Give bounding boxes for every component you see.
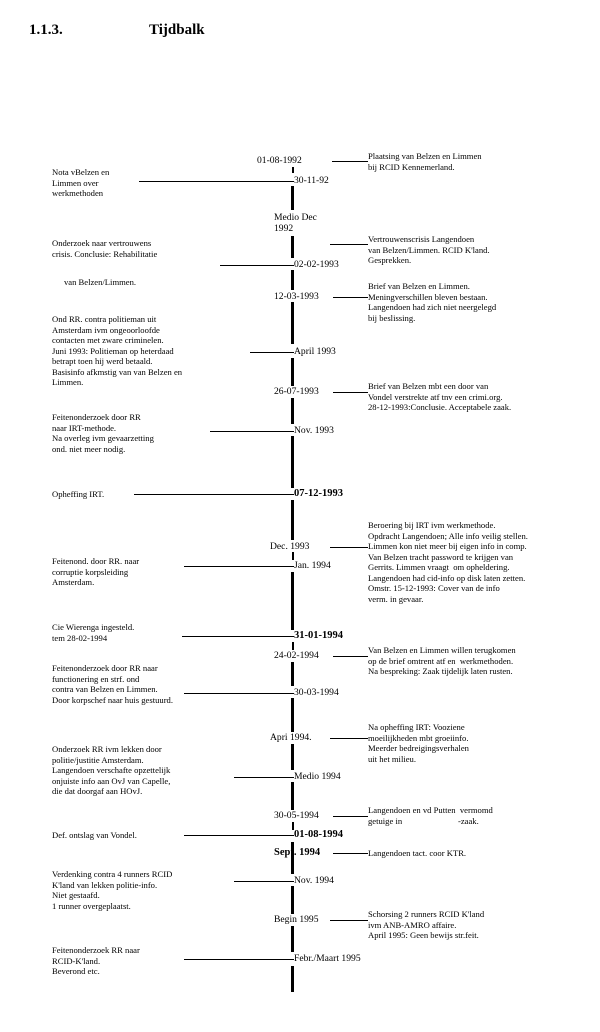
right-event-note: Vertrouwenscrisis Langendoen van Belzen/Limmen. RCID K'land. Gesprekken.	[368, 234, 490, 265]
left-event-note: Opheffing IRT.	[52, 489, 105, 499]
timeline-axis	[291, 782, 294, 810]
left-event-note: Ond RR. contra politieman uit Amsterdam ivm ongeoorloofde contacten met zware criminelen. Juni 1993: Politieman op heterdaad betrapt toen hij werd betaald. Basisinfo afkmstig van van Belzen en Limmen.	[52, 314, 183, 387]
timeline-date: Nov. 1993	[294, 425, 334, 436]
timeline-axis	[291, 500, 294, 540]
timeline-axis	[291, 236, 294, 258]
connector-line	[184, 835, 294, 836]
left-event-note: Feitenonderzoek door RR naar functionering en strf. ond contra van Belzen en Limmen. Door korpschef naar huis gestuurd.	[52, 663, 173, 705]
timeline-axis	[291, 966, 294, 992]
timeline-axis	[291, 398, 294, 424]
timeline-date: Medio 1994	[294, 771, 341, 782]
right-event-note: Brief van Belzen en Limmen. Meningverschillen bleven bestaan. Langendoen had zich niet neergelegd bij beslissing.	[368, 281, 497, 323]
timeline-axis	[291, 270, 294, 290]
timeline-axis	[292, 552, 294, 560]
connector-line	[250, 352, 294, 353]
connector-line	[330, 244, 368, 245]
connector-line	[134, 494, 294, 495]
right-event-note: Beroering bij IRT ivm werkmethode. Opdracht Langendoen; Alle info veilig stellen. Limmen kon niet meer bij eigen info in comp. Van Belzen tracht password te krijgen van Gerrits. Limmen vraagt om opheldering. Langendoen had cid-info op disk laten zetten. Omstr. 15-12-1993: Cover van de info verm. in gevaar.	[368, 520, 528, 604]
timeline-date: 24-02-1994	[274, 650, 319, 661]
right-event-note: Langendoen tact. coor KTR.	[368, 848, 467, 858]
right-event-note: Langendoen en vd Putten vermomd getuige in -zaak.	[368, 805, 493, 826]
left-event-note: Feitenonderzoek door RR naar IRT-methode. Na overleg ivm gevaarzetting ond. niet meer nodig.	[52, 412, 154, 454]
timeline-axis	[292, 167, 294, 173]
timeline-axis	[291, 358, 294, 386]
connector-line	[333, 656, 368, 657]
left-event-note: Verdenking contra 4 runners RCID K'land van lekken politie-info. Niet gestaafd. 1 runner overgeplaatst.	[52, 869, 173, 911]
connector-line	[182, 636, 294, 637]
timeline-date: Apri 1994.	[270, 732, 312, 743]
left-event-note: Nota vBelzen en Limmen over werkmethoden	[52, 167, 110, 198]
connector-line	[330, 738, 368, 739]
timeline-axis	[291, 436, 294, 488]
left-event-note: Onderzoek RR ivm lekken door politie/justitie Amsterdam. Langendoen verschafte opzettelijk onjuiste info aan OvJ van Capelle, die dat doorgaf aan HOvJ.	[52, 744, 171, 796]
left-event-note: Feitenond. door RR. naar corruptie korpsleiding Amsterdam.	[52, 556, 140, 587]
right-event-note: Schorsing 2 runners RCID K'land ivm ANB-AMRO affaire. April 1995: Geen bewijs str.feit.	[368, 909, 485, 940]
connector-line	[330, 920, 368, 921]
section-number: 1.1.3.	[29, 22, 63, 38]
timeline-date: Nov. 1994	[294, 875, 334, 886]
timeline-date: 30-03-1994	[294, 687, 339, 698]
timeline-axis	[291, 572, 294, 630]
connector-line	[139, 181, 294, 182]
timeline-date: Medio Dec 1992	[274, 212, 317, 234]
timeline-date: Febr./Maart 1995	[294, 953, 361, 964]
connector-line	[234, 881, 294, 882]
timeline-date: 30-05-1994	[274, 810, 319, 821]
timeline-axis	[291, 886, 294, 914]
timeline-date: 26-07-1993	[274, 386, 319, 397]
right-event-note: Na opheffing IRT: Vooziene moeilijkheden mbt groeiinfo. Meerder bedreigingsverhalen uit het milieu.	[368, 722, 469, 764]
left-event-note: Def. ontslag van Vondel.	[52, 830, 137, 840]
connector-line	[234, 777, 294, 778]
left-event-note: Onderzoek naar vertrouwens crisis. Conclusie: Rehabilitatie	[52, 238, 158, 259]
timeline-date: Sept. 1994	[274, 847, 321, 858]
timeline-date: Dec. 1993	[270, 541, 310, 552]
timeline-date: 31-01-1994	[294, 630, 343, 641]
timeline-date: 02-02-1993	[294, 259, 339, 270]
timeline-date: 01-08-1994	[294, 829, 343, 840]
connector-line	[332, 161, 368, 162]
timeline-axis	[291, 926, 294, 952]
connector-line	[210, 431, 294, 432]
timeline-axis	[291, 698, 294, 732]
timeline-date: 12-03-1993	[274, 291, 319, 302]
left-event-note: van Belzen/Limmen.	[64, 277, 137, 287]
timeline-axis	[291, 186, 294, 210]
timeline-date: 01-08-1992	[257, 155, 302, 166]
connector-line	[333, 853, 368, 854]
timeline-axis	[292, 642, 294, 650]
connector-line	[184, 959, 294, 960]
connector-line	[333, 297, 368, 298]
connector-line	[220, 265, 294, 266]
connector-line	[330, 547, 368, 548]
timeline-date: 07-12-1993	[294, 488, 343, 499]
connector-line	[333, 816, 368, 817]
section-title: Tijdbalk	[149, 22, 205, 38]
timeline-axis	[291, 302, 294, 344]
left-event-note: Cie Wierenga ingesteld. tem 28-02-1994	[52, 622, 135, 643]
left-event-note: Feitenonderzoek RR naar RCID-K'land. Beverond etc.	[52, 945, 140, 976]
timeline-date: Jan. 1994	[294, 560, 331, 571]
timeline-date: 30-11-92	[294, 175, 329, 186]
connector-line	[184, 566, 294, 567]
connector-line	[333, 392, 368, 393]
right-event-note: Brief van Belzen mbt een door van Vondel verstrekte atf tnv een crimi.org. 28-12-1993:Conclusie. Acceptabele zaak.	[368, 381, 512, 412]
timeline-axis	[291, 744, 294, 770]
timeline-date: Begin 1995	[274, 914, 319, 925]
right-event-note: Plaatsing van Belzen en Limmen bij RCID Kennemerland.	[368, 151, 482, 172]
connector-line	[184, 693, 294, 694]
right-event-note: Van Belzen en Limmen willen terugkomen op de brief omtrent atf en werkmethoden. Na bespreking: Zaak tijdelijk laten rusten.	[368, 645, 516, 676]
timeline-axis	[291, 662, 294, 686]
timeline-date: April 1993	[294, 346, 336, 357]
